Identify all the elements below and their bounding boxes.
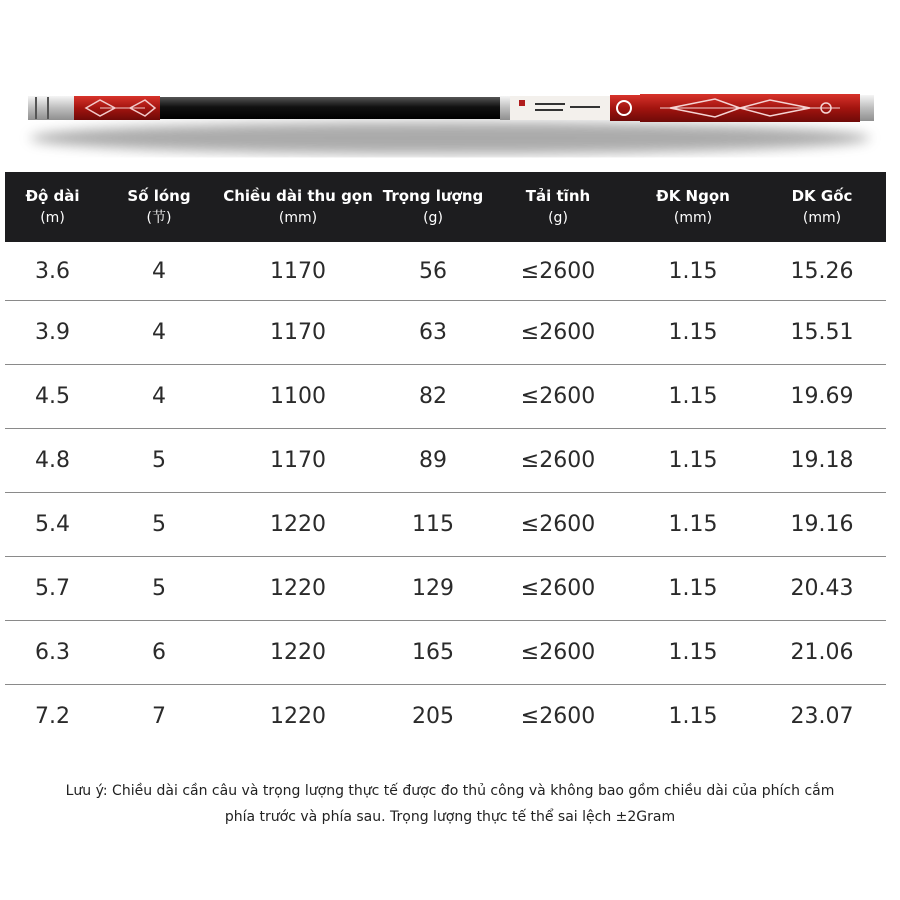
rod-butt-cap [28, 96, 74, 120]
cell-closed-length: 1220 [270, 576, 326, 601]
cell-base-diameter: 15.26 [790, 258, 854, 284]
cell-closed-length: 1100 [270, 384, 326, 409]
cell-base-diameter: 19.18 [790, 448, 854, 473]
table-row [5, 365, 886, 429]
table-row [5, 493, 886, 557]
spec-table [5, 172, 886, 748]
cell-weight: 89 [419, 448, 447, 473]
cell-sections: 7 [152, 704, 166, 729]
cell-weight: 165 [412, 640, 454, 665]
cell-tip-diameter: 1.15 [668, 576, 718, 601]
cell-length: 5.4 [35, 512, 70, 537]
cell-tip-diameter: 1.15 [668, 258, 718, 284]
cell-weight: 205 [412, 704, 454, 729]
footnote-line-1: Lưu ý: Chiều dài cần câu và trọng lượng thực tế được đo thủ công và không bao gồm chiều dài của phích cắm [65, 783, 835, 799]
cell-sections: 4 [152, 258, 166, 284]
cell-base-diameter: 23.07 [790, 704, 854, 729]
cell-weight: 82 [419, 384, 447, 409]
cell-static-load: ≤2600 [520, 320, 596, 345]
cell-length: 4.8 [35, 448, 70, 473]
cell-base-diameter: 19.16 [790, 512, 854, 537]
cell-base-diameter: 15.51 [790, 320, 854, 345]
cell-weight: 115 [412, 512, 454, 537]
header-base-diameter: DK Gốc (mm) [791, 187, 853, 226]
cell-static-load: ≤2600 [520, 448, 596, 473]
header-tip-diameter: ĐK Ngọn (mm) [656, 187, 730, 226]
cell-tip-diameter: 1.15 [668, 320, 718, 345]
cell-closed-length: 1220 [270, 512, 326, 537]
cell-tip-diameter: 1.15 [668, 384, 718, 409]
cell-sections: 4 [152, 320, 166, 345]
cell-weight: 56 [419, 258, 447, 284]
footnote [0, 778, 900, 830]
cell-static-load: ≤2600 [520, 258, 596, 284]
cell-tip-diameter: 1.15 [668, 640, 718, 665]
cell-static-load: ≤2600 [520, 512, 596, 537]
cell-sections: 5 [152, 448, 166, 473]
table-row [5, 557, 886, 621]
header-length: Độ dài (m) [25, 187, 80, 226]
header-sections: Số lóng (节) [127, 187, 191, 226]
header-weight: Trọng lượng (g) [382, 187, 484, 226]
cell-tip-diameter: 1.15 [668, 448, 718, 473]
cell-length: 4.5 [35, 384, 70, 409]
table-row [5, 242, 886, 301]
cell-length: 3.9 [35, 320, 70, 345]
cell-base-diameter: 20.43 [790, 576, 854, 601]
cell-static-load: ≤2600 [520, 384, 596, 409]
cell-closed-length: 1170 [270, 258, 326, 284]
rod-carbon-section [160, 97, 500, 119]
cell-base-diameter: 19.69 [790, 384, 854, 409]
cell-sections: 4 [152, 384, 166, 409]
table-row [5, 621, 886, 685]
cell-sections: 5 [152, 512, 166, 537]
table-row [5, 685, 886, 748]
table-row [5, 301, 886, 365]
cell-length: 7.2 [35, 704, 70, 729]
cell-closed-length: 1170 [270, 448, 326, 473]
cell-closed-length: 1170 [270, 320, 326, 345]
cell-static-load: ≤2600 [520, 576, 596, 601]
cell-closed-length: 1220 [270, 704, 326, 729]
fishing-rod-image [0, 0, 900, 175]
header-static-load: Tải tĩnh (g) [525, 187, 591, 226]
cell-length: 3.6 [35, 258, 70, 284]
cell-base-diameter: 21.06 [790, 640, 854, 665]
footnote-line-2: phía trước và phía sau. Trọng lượng thực tế thể sai lệch ±2Gram [224, 809, 676, 825]
header-closed-length: Chiều dài thu gọn (mm) [223, 187, 373, 226]
table-body [5, 242, 886, 748]
table-header [5, 172, 886, 242]
cell-sections: 6 [152, 640, 166, 665]
cell-tip-diameter: 1.15 [668, 704, 718, 729]
cell-length: 6.3 [35, 640, 70, 665]
cell-weight: 129 [412, 576, 454, 601]
cell-weight: 63 [419, 320, 447, 345]
cell-tip-diameter: 1.15 [668, 512, 718, 537]
cell-closed-length: 1220 [270, 640, 326, 665]
table-row [5, 429, 886, 493]
cell-length: 5.7 [35, 576, 70, 601]
cell-static-load: ≤2600 [520, 704, 596, 729]
cell-sections: 5 [152, 576, 166, 601]
cell-static-load: ≤2600 [520, 640, 596, 665]
